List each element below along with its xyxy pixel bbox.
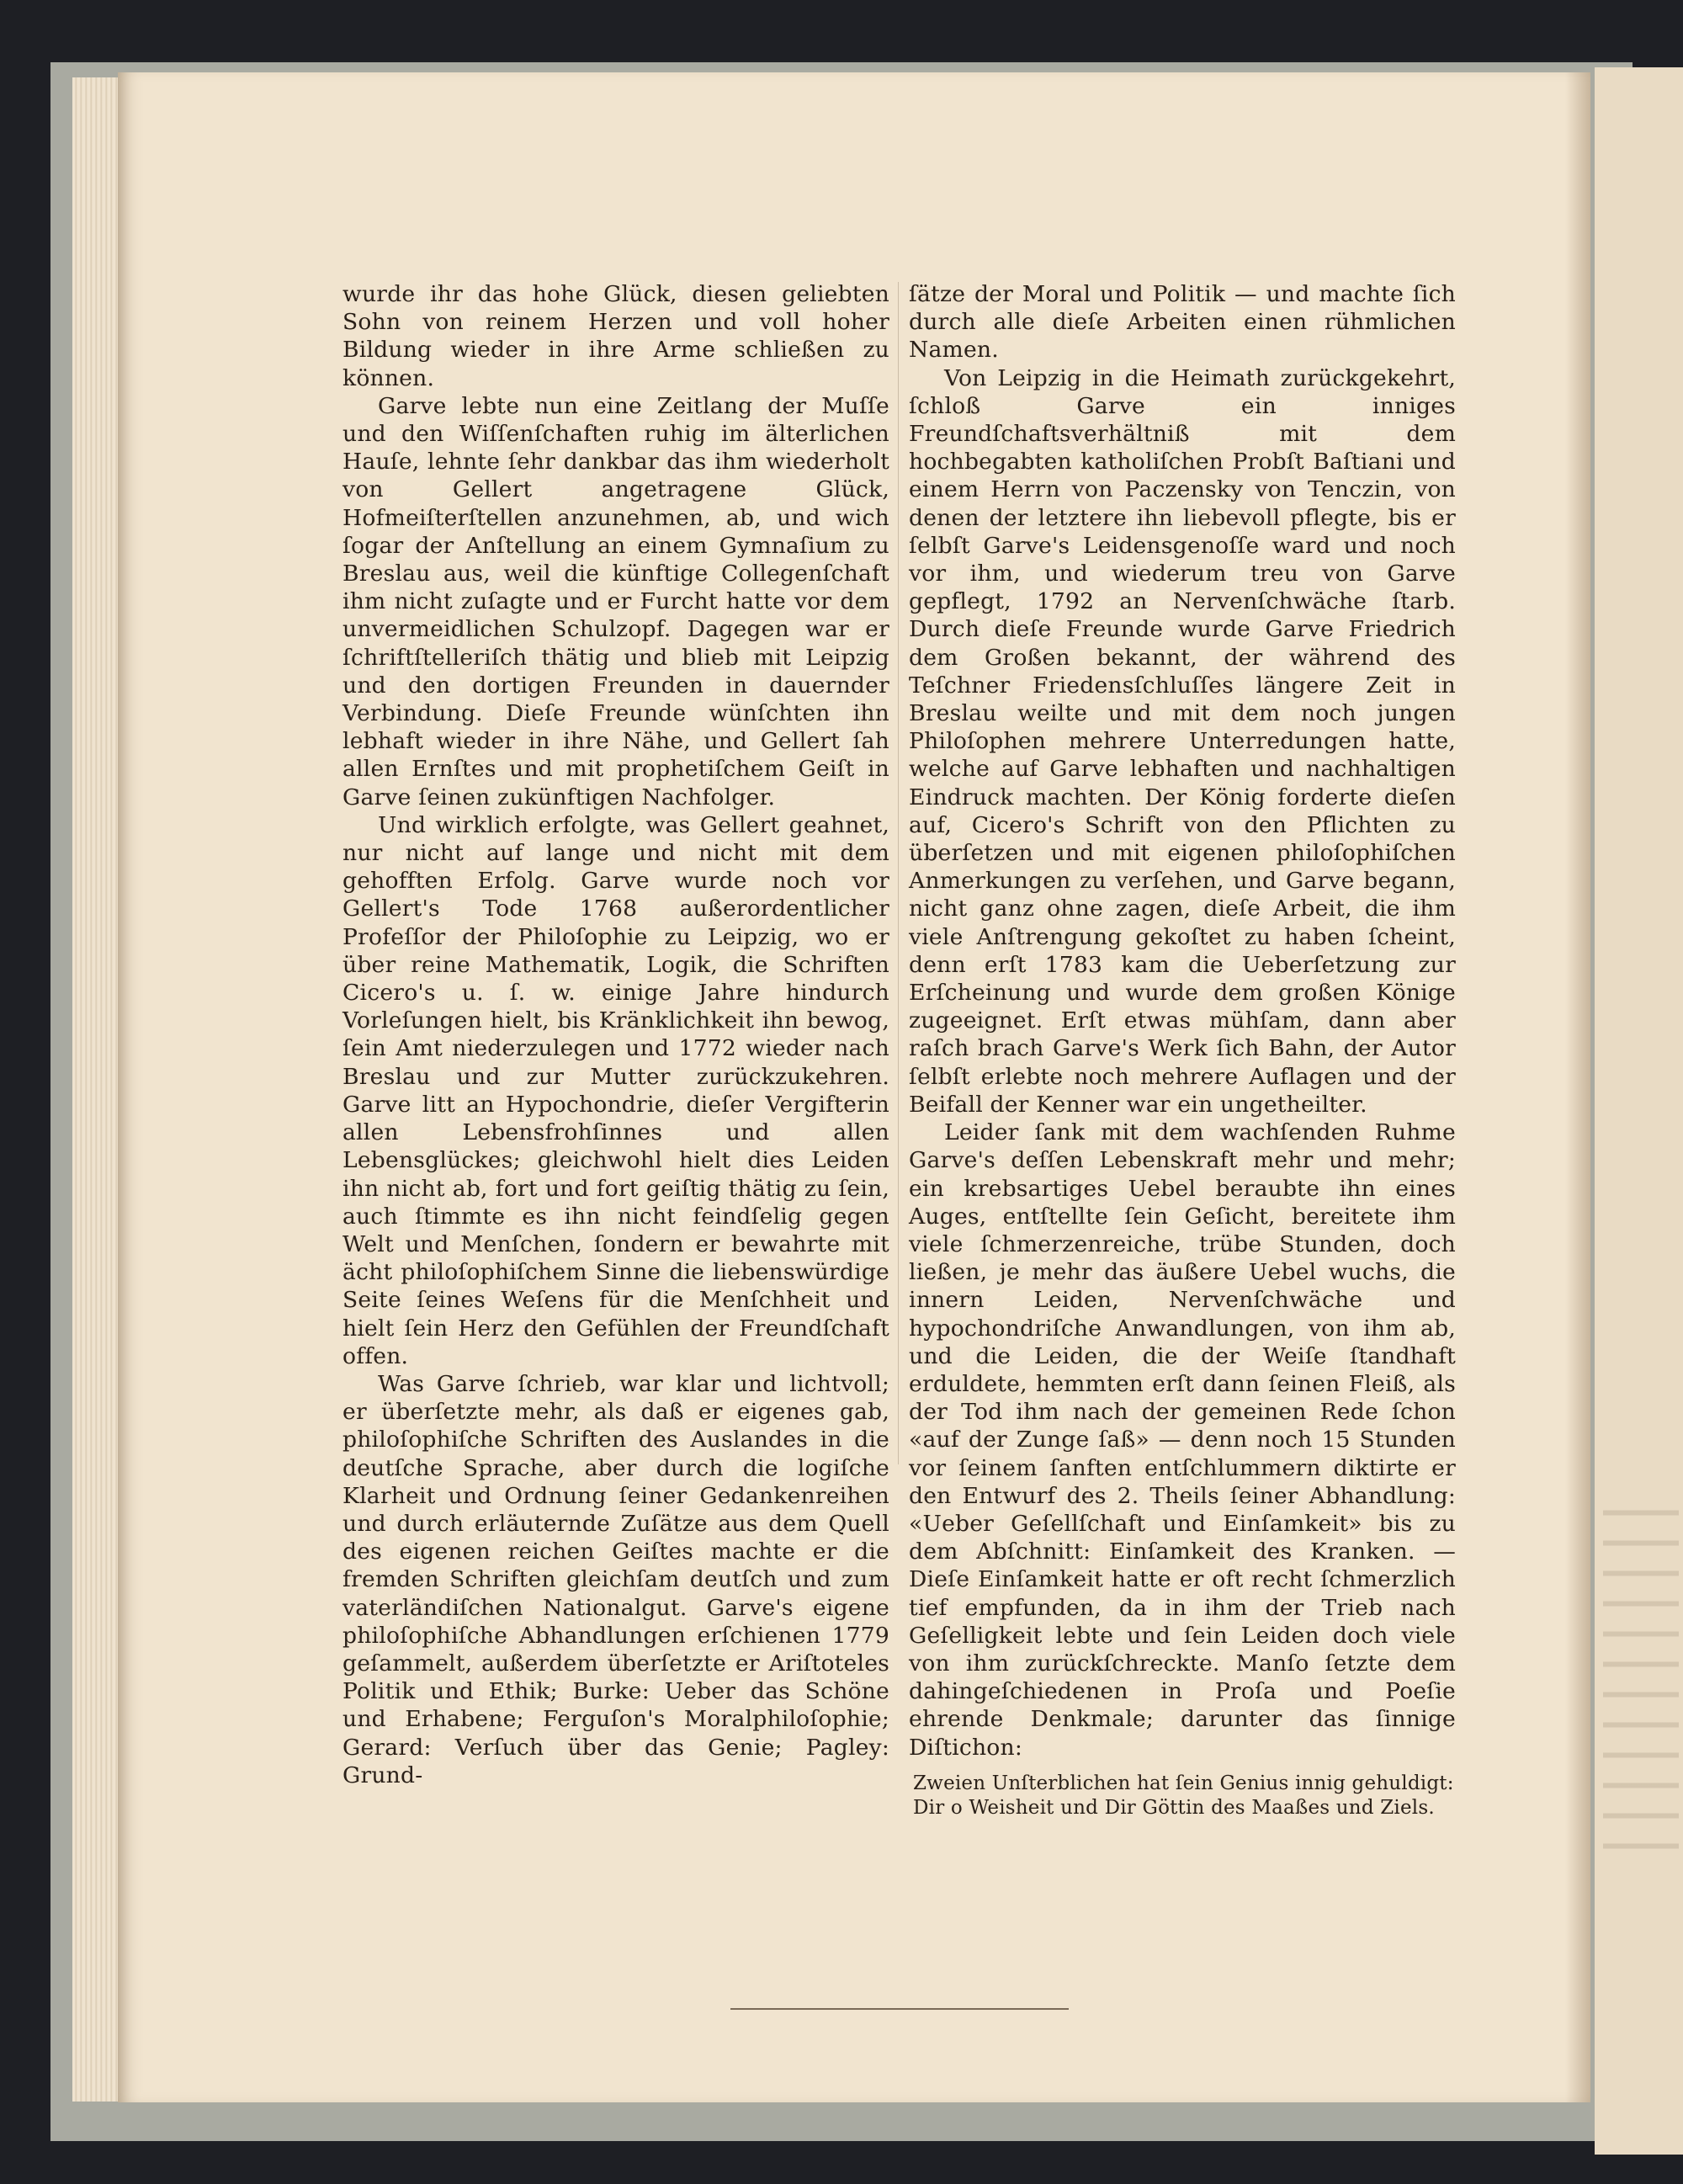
- paragraph: Was Garve ſchrieb, war klar und lichtvoll; er überſetzte mehr, als daß er eigenes gab, philoſophiſche Schriften des Auslandes in die deutſche Sprache, aber durch die logiſche Klarheit und Ordnung ſeiner Gedankenreihen und durch erläuternde Zuſätze aus dem Quell des eigenen reichen Geiſtes machte er die fremden Schriften gleichſam deutſch und zum vaterländiſchen Nationalgut. Garve's eigene philoſophiſche Abhandlungen erſchienen 1779 geſammelt, außerdem überſetzte er Ariſtoteles Politik und Ethik; Burke: Ueber das Schöne und Erhabene; Ferguſon's Moralphiloſophie; Gerard: Verſuch über das Genie; Pagley: Grund-: [342, 1370, 889, 1788]
- column-rule: [898, 282, 899, 1464]
- end-rule: [730, 2008, 1069, 2010]
- left-column: [342, 280, 889, 1789]
- page-edges: [72, 77, 123, 2102]
- verse-line: Zweien Unſterblichen hat ſein Genius innig gehuldigt:: [913, 1772, 1454, 1794]
- page-gutter-shadow: [1565, 72, 1590, 2102]
- paragraph: Von Leipzig in die Heimath zurückgekehrt, ſchloß Garve ein inniges Freundſchaftsverhältniß mit dem hochbegabten katholiſchen Probſt Baſtiani und einem Herrn von Paczensky von Tenczin, von denen der letztere ihn liebevoll pflegte, bis er ſelbſt Garve's Leidensgenoſſe ward und noch vor ihm, und wiederum treu von Garve gepflegt, 1792 an Nervenſchwäche ſtarb. Durch dieſe Freunde wurde Garve Friedrich dem Großen bekannt, der während des Teſchner Friedensſchluſſes längere Zeit in Breslau weilte und mit dem noch jungen Philoſophen mehrere Unterredungen hatte, welche auf Garve lebhaften und nachhaltigen Eindruck machten. Der König forderte dieſen auf, Cicero's Schrift von den Pflichten zu überſetzen und mit eigenen philoſophiſchen Anmerkungen zu verſehen, und Garve begann, nicht ganz ohne zagen, dieſe Arbeit, die ihm viele Anſtrengung gekoſtet zu haben ſcheint, denn erſt 1783 kam die Ueberſetzung zur Erſcheinung und wurde dem großen Könige zugeeignet. Erſt etwas mühſam, dann aber raſch brach Garve's Werk ſich Bahn, der Autor ſelbſt erlebte noch mehrere Auflagen und der Beifall der Kenner war ein ungetheilter.: [909, 364, 1456, 1118]
- bleed-through-text: [1603, 1490, 1679, 1852]
- paragraph: Und wirklich erfolgte, was Gellert geahnet, nur nicht auf lange und nicht mit dem gehofften Erfolg. Garve wurde noch vor Gellert's Tode 1768 außerordentlicher Profeſſor der Philoſophie zu Leipzig, wo er über reine Mathematik, Logik, die Schriften Cicero's u. ſ. w. einige Jahre hindurch Vorleſungen hielt, bis Kränklichkeit ihn bewog, ſein Amt niederzulegen und 1772 wieder nach Breslau und zur Mutter zurückzukehren. Garve litt an Hypochondrie, dieſer Vergifterin allen Lebensfrohſinnes und allen Lebensglückes; gleichwohl hielt dies Leiden ihn nicht ab, fort und fort geiſtig thätig zu ſein, auch ſtimmte es ihn nicht feindſelig gegen Welt und Menſchen, ſondern er bewahrte mit ächt philoſophiſchem Sinne die liebenswürdige Seite ſeines Weſens für die Menſchheit und hielt ſein Herz den Gefühlen der Freundſchaft offen.: [342, 811, 889, 1369]
- verse-line: Dir o Weisheit und Dir Göttin des Maaßes und Ziels.: [913, 1796, 1435, 1819]
- paragraph: Leider ſank mit dem wachſenden Ruhme Garve's deſſen Lebenskraft mehr und mehr; ein krebsartiges Uebel beraubte ihn eines Auges, entſtellte ſein Geſicht, bereitete ihm viele ſchmerzenreiche, trübe Stunden, doch ließen, je mehr das äußere Uebel wuchs, die innern Leiden, Nervenſchwäche und hypochondriſche Anwandlungen, von ihm ab, und die Leiden, die der Weiſe ſtandhaft erduldete, hemmten erſt dann ſeinen Fleiß, als der Tod ihm nach der gemeinen Rede ſchon «auf der Zunge ſaß» — denn noch 15 Stunden vor ſeinem ſanften entſchlummern diktirte er den Entwurf des 2. Theils ſeiner Abhandlung: «Ueber Geſellſchaft und Einſamkeit» bis zu dem Abſchnitt: Einſamkeit des Kranken. — Dieſe Einſamkeit hatte er oft recht ſchmerzlich tief empfunden, da in ihm der Trieb nach Geſelligkeit lebte und ſein Leiden doch viele von ihm zurückſchreckte. Manſo ſetzte dem dahingeſchiedenen in Proſa und Poeſie ehrende Denkmale; darunter das ſinnige Diſtichon:: [909, 1119, 1456, 1761]
- right-column: [909, 280, 1456, 1820]
- paragraph: wurde ihr das hohe Glück, diesen geliebten Sohn von reinem Herzen und voll hoher Bildung wieder in ihre Arme schließen zu können.: [342, 281, 889, 391]
- distich: [909, 1772, 1456, 1820]
- paragraph: Garve lebte nun eine Zeitlang der Muſſe und den Wiſſenſchaften ruhig im älterlichen Hauſe, lehnte ſehr dankbar das ihm wiederholt von Gellert angetragene Glück, Hofmeiſterſtellen anzunehmen, ab, und wich ſogar der Anſtellung an einem Gymnaſium zu Breslau aus, weil die künftige Collegenſchaft ihm nicht zuſagte und er Furcht hatte vor dem unvermeidlichen Schulzopf. Dagegen war er ſchriftſtelleriſch thätig und blieb mit Leipzig und den dortigen Freunden in dauernder Verbindung. Dieſe Freunde wünſchten ihn lebhaft wieder in ihre Nähe, und Gellert ſah allen Ernſtes und mit prophetiſchem Geiſt in Garve ſeinen zukünftigen Nachfolger.: [342, 392, 889, 810]
- paragraph: ſätze der Moral und Politik — und machte ſich durch alle dieſe Arbeiten einen rühmlichen Namen.: [909, 281, 1456, 364]
